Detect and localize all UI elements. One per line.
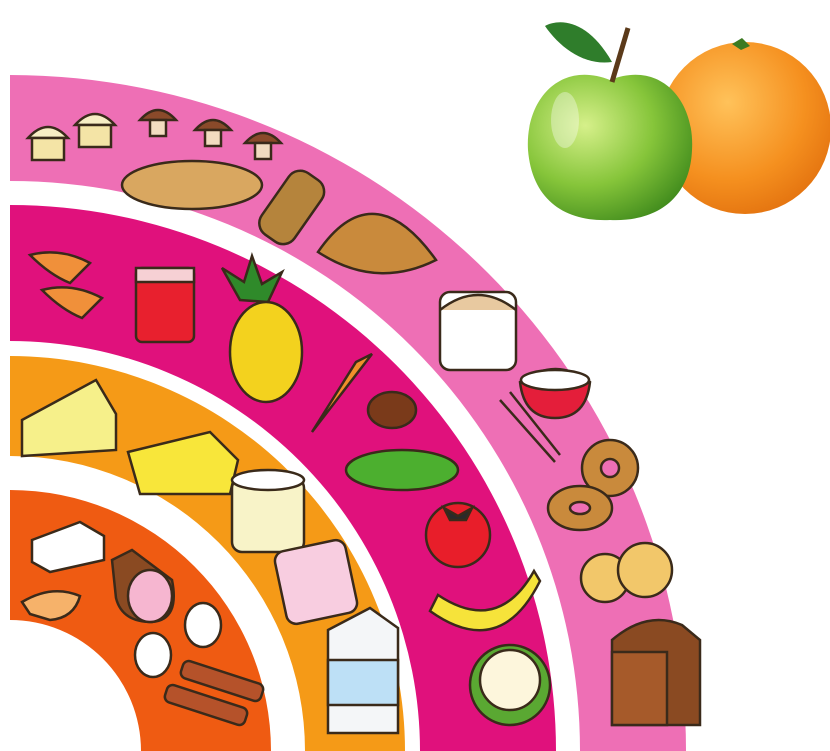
milk-carton-icon	[328, 608, 398, 733]
egg-icon	[135, 633, 171, 677]
baguette-icon	[122, 161, 262, 209]
fruit-pair	[528, 22, 830, 220]
bread-loaf-icon	[612, 620, 700, 725]
tomato-icon	[426, 503, 490, 567]
yogurt-cup-icon	[273, 538, 359, 625]
yogurt-cup-icon	[232, 470, 304, 552]
bread-slice-icon	[440, 292, 516, 370]
juice-glass-icon	[136, 268, 194, 342]
muffin-icon	[28, 127, 68, 160]
apple	[528, 22, 692, 220]
cauliflower-icon	[470, 645, 550, 725]
pea-pod-icon	[346, 450, 458, 490]
muffin-icon	[75, 114, 115, 147]
potato-icon	[368, 392, 416, 428]
cracker-icon	[618, 543, 672, 597]
bagel-icon	[548, 486, 612, 530]
egg-icon	[185, 603, 221, 647]
